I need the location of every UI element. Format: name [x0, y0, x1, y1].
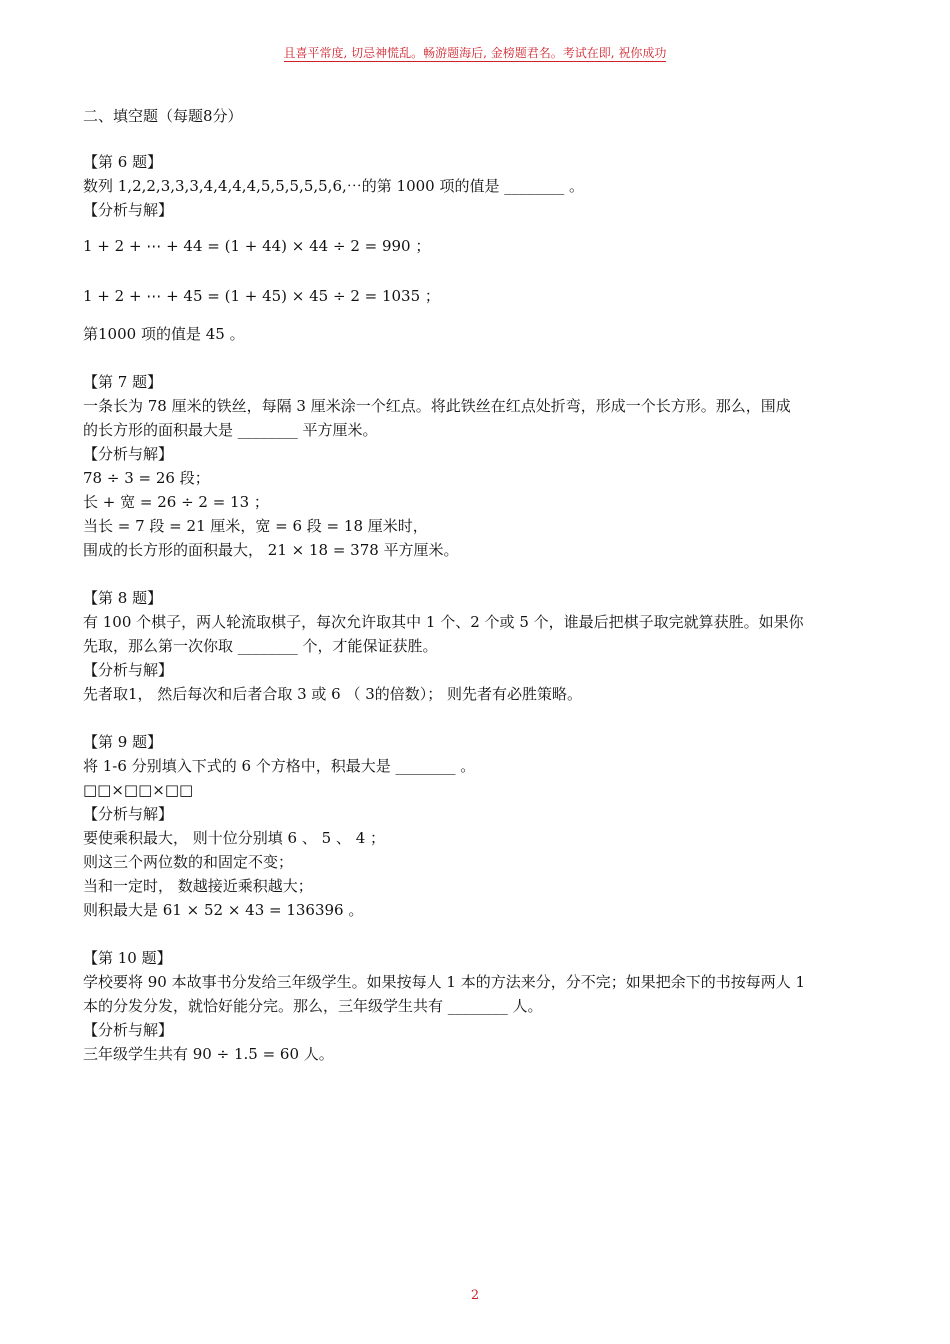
q10-solution-1: 三年级学生共有 90 ÷ 1.5 = 60 人。	[83, 1045, 334, 1063]
q6-question: 数列 1,2,2,3,3,3,4,4,4,4,5,5,5,5,5,6,⋯的第 1000 项的值是 ________ 。	[83, 177, 584, 195]
q7-title: 【第 7 题】	[83, 373, 163, 391]
header-motto-text: 且喜平常度, 切忌神慌乱。畅游题海后, 金榜题君名。考试在即, 祝你成功	[283, 46, 667, 60]
question-10	[83, 946, 873, 1066]
header-motto	[0, 44, 950, 61]
q7-solution-4: 围成的长方形的面积最大， 21 × 18 = 378 平方厘米。	[83, 541, 459, 559]
q9-solution-1: 要使乘积最大， 则十位分别填 6 、 5 、 4 ；	[83, 829, 386, 847]
q9-title: 【第 9 题】	[83, 733, 163, 751]
q9-solution-4: 则积最大是 61 × 52 × 43 = 136396 。	[83, 901, 364, 919]
q9-solution-2: 则这三个两位数的和固定不变；	[83, 853, 294, 871]
question-6	[83, 150, 873, 346]
q8-question-line-1: 有 100 个棋子，两人轮流取棋子，每次允许取其中 1 个、2 个或 5 个，谁最后把棋子取完就算获胜。如果你	[83, 613, 804, 631]
q8-title: 【第 8 题】	[83, 589, 163, 607]
q8-question-line-2: 先取，那么第一次你取 ________ 个，才能保证获胜。	[83, 637, 438, 655]
q7-solution-1: 78 ÷ 3 = 26 段；	[83, 469, 210, 487]
q9-question: 将 1-6 分别填入下式的 6 个方格中，积最大是 ________ 。	[83, 757, 476, 775]
q6-analysis-label: 【分析与解】	[83, 201, 174, 219]
q7-question-line-2: 的长方形的面积最大是 ________ 平方厘米。	[83, 421, 378, 439]
q7-solution-2: 长 + 宽 = 26 ÷ 2 = 13 ；	[83, 493, 269, 511]
q10-analysis-label: 【分析与解】	[83, 1021, 174, 1039]
section-title: 二、填空题（每题8分）	[83, 107, 243, 125]
q6-title: 【第 6 题】	[83, 153, 163, 171]
q10-question-line-1: 学校要将 90 本故事书分发给三年级学生。如果按每人 1 本的方法来分，分不完；如果把余下的书按每两人 1	[83, 973, 806, 991]
page-number: 2	[470, 1288, 480, 1303]
document-body	[83, 104, 873, 1066]
q7-solution-3: 当长 = 7 段 = 21 厘米，宽 = 6 段 = 18 厘米时，	[83, 517, 428, 535]
question-7	[83, 370, 873, 562]
q8-analysis-label: 【分析与解】	[83, 661, 174, 679]
q9-solution-3: 当和一定时， 数越接近乘积越大；	[83, 877, 313, 895]
q6-solution-3: 第1000 项的值是 45 。	[83, 325, 245, 343]
q6-solution-1: 1 + 2 + ⋯ + 44 = (1 + 44) × 44 ÷ 2 = 990 ；	[83, 237, 431, 255]
q9-boxes: □□×□□×□□	[83, 781, 194, 799]
q7-analysis-label: 【分析与解】	[83, 445, 174, 463]
q10-title: 【第 10 题】	[83, 949, 172, 967]
q7-question-line-1: 一条长为 78 厘米的铁丝，每隔 3 厘米涂一个红点。将此铁丝在红点处折弯，形成一个长方形。那么，围成	[83, 397, 791, 415]
q10-question-line-2: 本的分发分发，就恰好能分完。那么，三年级学生共有 ________ 人。	[83, 997, 543, 1015]
question-8	[83, 586, 873, 706]
q6-solution-2: 1 + 2 + ⋯ + 45 = (1 + 45) × 45 ÷ 2 = 1035 ；	[83, 287, 440, 305]
q8-solution-1: 先者取1， 然后每次和后者合取 3 或 6 （ 3的倍数）； 则先者有必胜策略。	[83, 685, 583, 703]
q9-analysis-label: 【分析与解】	[83, 805, 174, 823]
question-9	[83, 730, 873, 922]
